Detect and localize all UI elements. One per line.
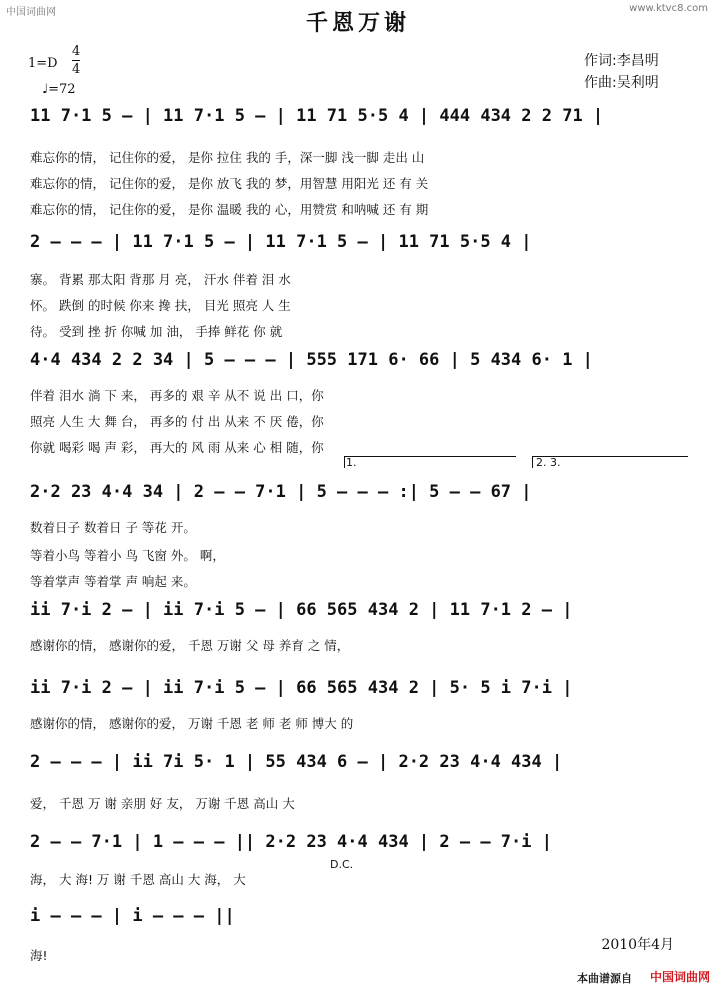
notation-row: 2 – – – | 11 7·1 5 – | 11 7·1 5 – | 11 71 5·5 4 |: [30, 232, 532, 252]
lyric-line: 感谢你的情， 感谢你的爱， 千恩 万谢 父 母 养育 之 情，: [30, 638, 350, 653]
notation-row: 2 – – 7·1 | 1 – – – || 2·2 23 4·4 434 | 2 – – 7·i |: [30, 832, 552, 852]
tempo-marking: ♩=72: [42, 82, 76, 97]
lyricist-credit: 作词:李昌明: [584, 53, 659, 69]
time-signature: [72, 44, 80, 77]
lyric-line: 寨。 背累 那太阳 背那 月 亮， 汗水 伴着 泪 水: [30, 272, 291, 287]
lyric-line: 难忘你的情， 记住你的爱， 是你 拉住 我的 手，深一脚 浅一脚 走出 山: [30, 150, 425, 165]
key-signature: 1=D: [28, 56, 58, 71]
lyric-line: 待。 受到 挫 折 你喊 加 油， 手捧 鲜花 你 就: [30, 324, 283, 339]
volta-second: 2. 3.: [536, 456, 561, 469]
lyric-line: 海， 大 海! 万 谢 千恩 高山 大 海， 大: [30, 872, 246, 887]
notation-row: i – – – | i – – – ||: [30, 906, 235, 926]
meter-top: 4: [72, 44, 81, 59]
volta-first: 1.: [346, 456, 357, 469]
lyric-line: 难忘你的情， 记住你的爱， 是你 放飞 我的 梦，用智慧 用阳光 还 有 关: [30, 176, 429, 191]
lyric-line: 照亮 人生 大 舞 台， 再多的 付 出 从来 不 厌 倦，你: [30, 414, 324, 429]
lyric-line: 你就 喝彩 喝 声 彩， 再大的 风 雨 从来 心 相 随，你: [30, 440, 324, 455]
dc-marking: D.C.: [330, 858, 354, 871]
lyric-line: 等着掌声 等着掌 声 响起 来。: [30, 574, 196, 589]
lyric-line: 难忘你的情， 记住你的爱， 是你 温暖 我的 心，用赞赏 和呐喊 还 有 期: [30, 202, 429, 217]
composition-date: 2010年4月: [601, 937, 674, 953]
lyric-line: 等着小鸟 等着小 鸟 飞窗 外。 啊，: [30, 548, 225, 563]
song-title: 千恩万谢: [305, 10, 410, 36]
notation-row: ii 7·i 2 – | ii 7·i 5 – | 66 565 434 2 | 11 7·1 2 – |: [30, 600, 573, 620]
footer-source: 本曲谱源自: [577, 972, 632, 985]
notation-row: 2·2 23 4·4 34 | 2 – – 7·1 | 5 – – – :| 5 – – 67 |: [30, 482, 532, 502]
notation-row: ii 7·i 2 – | ii 7·i 5 – | 66 565 434 2 | 5· 5 i 7·i |: [30, 678, 573, 698]
notation-row: 11 7·1 5 – | 11 7·1 5 – | 11 71 5·5 4 | 444 434 2 2 71 |: [30, 106, 604, 126]
lyric-line: 海!: [30, 948, 48, 963]
notation-row: 4·4 434 2 2 34 | 5 – – – | 555 171 6· 66 | 5 434 6· 1 |: [30, 350, 593, 370]
notation-row: 2 – – – | ii 7i 5· 1 | 55 434 6 – | 2·2 23 4·4 434 |: [30, 752, 563, 772]
footer-site-logo: 中国词曲网: [649, 970, 710, 984]
composer-credit: 作曲:吴利明: [584, 75, 659, 91]
lyric-line: 怀。 跌倒 的时候 你来 搀 扶， 目光 照亮 人 生: [30, 298, 291, 313]
lyric-line: 数着日子 数着日 子 等花 开。: [30, 520, 196, 535]
lyric-line: 感谢你的情， 感谢你的爱， 万谢 千恩 老 师 老 师 博大 的: [30, 716, 354, 731]
lyric-line: 伴着 泪水 淌 下 来， 再多的 艰 辛 从不 说 出 口，你: [30, 388, 324, 403]
site-url-right: www.ktvc8.com: [629, 3, 708, 14]
site-logo-left: 中国词曲网: [6, 7, 56, 18]
meter-bottom: 4: [72, 62, 81, 77]
lyric-line: 爱， 千恩 万 谢 亲朋 好 友， 万谢 千恩 高山 大: [30, 796, 295, 811]
